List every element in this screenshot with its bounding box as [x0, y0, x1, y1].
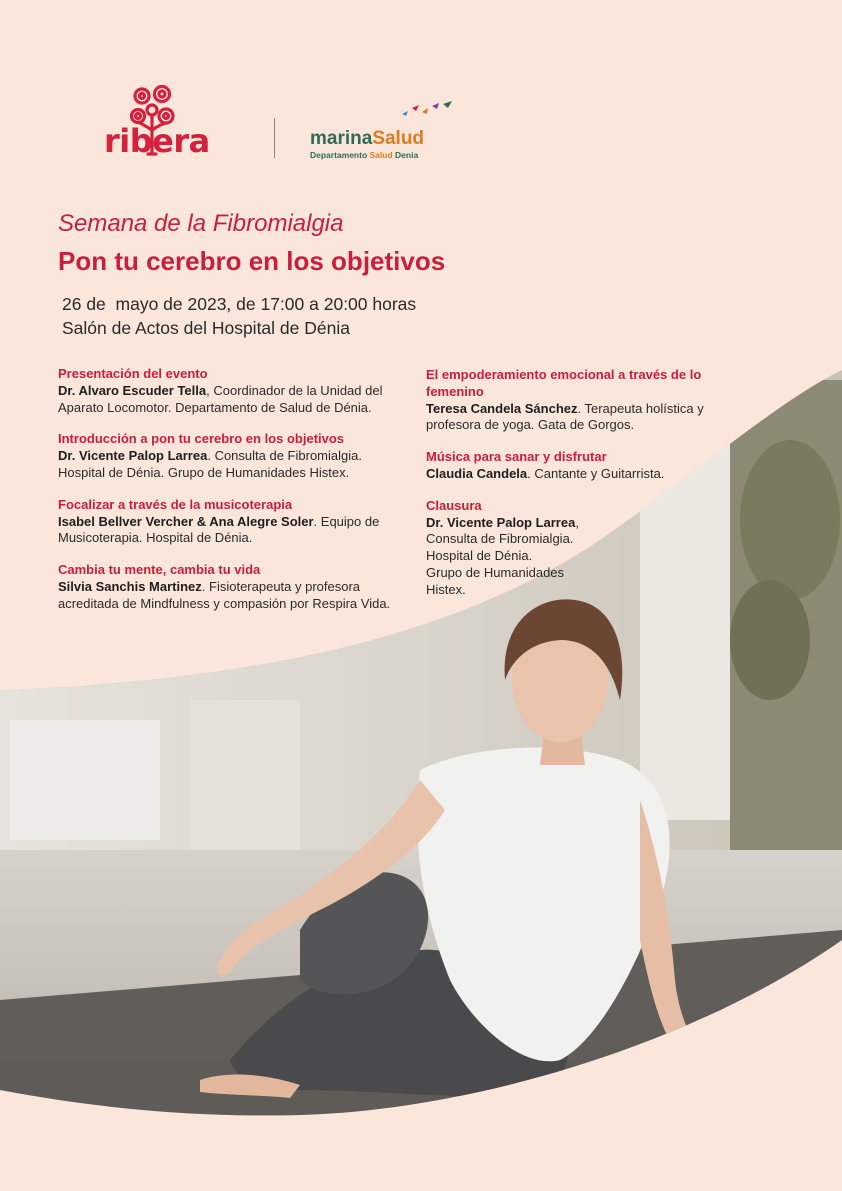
speaker-name: Dr. Vicente Palop Larrea: [426, 514, 576, 530]
program-item: [58, 366, 403, 416]
event-details: [62, 292, 416, 340]
closing-line: Hospital de Dénia.: [426, 548, 533, 564]
event-location: Salón de Actos del Hospital de Dénia: [62, 318, 350, 338]
speaker-description: . Terapeuta holística y profesora de yoga. Gata de Gorgos.: [426, 400, 704, 433]
speaker-description: . Equipo de Musicoterapia. Hospital de Dénia.: [58, 513, 380, 546]
speaker-name: Claudia Candela: [426, 465, 528, 481]
event-title: Semana de la Fibromialgia: [58, 210, 344, 237]
speaker-description: . Consulta de Fibromialgia. Hospital de Dénia. Grupo de Humanidades Histex.: [58, 448, 362, 480]
speaker-name: Dr. Alvaro Escuder Tella: [58, 382, 207, 398]
speaker-description: , Coordinador de la Unidad del Aparato Locomotor. Departamento de Salud de Dénia.: [58, 382, 383, 415]
salud-text: Salud: [372, 128, 425, 149]
speaker-description: . Fisioterapeuta y profesora acreditada de Mindfulness y compasión por Respira Vida.: [58, 578, 391, 611]
program-left-column: [58, 366, 403, 628]
marina-text: marina: [310, 128, 373, 149]
speaker-name: Silvia Sanchis Martinez: [58, 578, 202, 594]
program-item-title: Presentación del evento: [58, 366, 208, 381]
speaker-description: . Cantante y Guitarrista.: [527, 465, 665, 481]
speaker-name: Dr. Vicente Palop Larrea: [58, 448, 208, 464]
program-item: [426, 449, 756, 483]
closing-line: Grupo de Humanidades: [426, 564, 565, 580]
birds-icon: [398, 100, 458, 122]
event-subtitle: Pon tu cerebro en los objetivos: [58, 246, 446, 276]
program-item-title: Clausura: [426, 497, 482, 513]
speaker-name: Isabel Bellver Vercher & Ana Alegre Soler: [58, 513, 314, 529]
marina-sub-1: Departamento: [310, 150, 370, 160]
marina-sub-3: Denia: [392, 150, 419, 160]
ribera-wordmark: ribera: [104, 122, 210, 160]
event-date: 26 de mayo de 2023, de 17:00 a 20:00 horas: [62, 294, 417, 314]
marina-sub-2: Salud: [369, 150, 393, 160]
closing-line: Histex.: [426, 581, 466, 597]
program-item-title: El empoderamiento emocional a través de lo femenino: [426, 367, 702, 399]
closing-line: Consulta de Fibromialgia.: [426, 531, 574, 547]
program-item-title: Focalizar a través de la musicoterapia: [58, 496, 293, 512]
program-right-column: [426, 367, 756, 614]
marina-salud-wordmark: [310, 128, 424, 150]
marina-salud-subtitle: [310, 150, 418, 160]
program-item: [426, 367, 756, 434]
program-item-title: Música para sanar y disfrutar: [426, 449, 607, 465]
program-item: [58, 497, 403, 547]
speaker-name: Teresa Candela Sánchez: [426, 400, 578, 416]
program-item-title: Cambia tu mente, cambia tu vida: [58, 562, 261, 578]
speaker-name-suffix: ,: [575, 514, 579, 530]
program-item-closing: [426, 498, 756, 599]
program-item: [58, 431, 403, 481]
program-item-title: Introducción a pon tu cerebro en los objetivos: [58, 431, 345, 447]
program-item: [58, 562, 403, 612]
logo-divider: [274, 118, 275, 158]
